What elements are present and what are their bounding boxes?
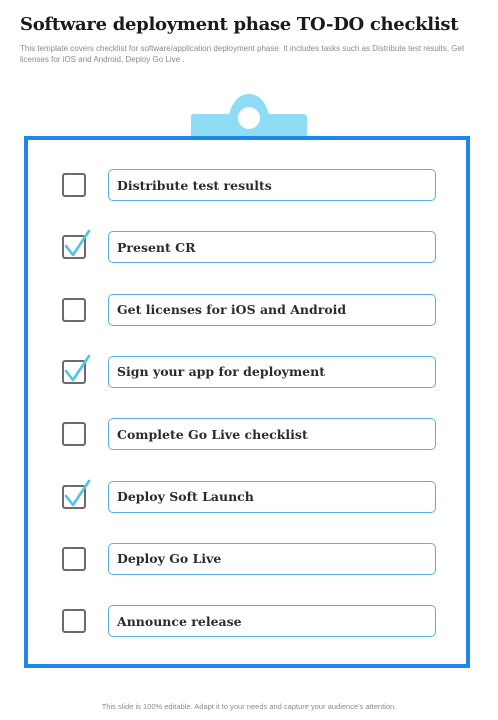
checklist-item — [28, 605, 466, 637]
footer-note: This slide is 100% editable. Adapt it to your needs and capture your audience's attention. — [101, 702, 397, 711]
checklist-item-label: Deploy Soft Launch — [108, 481, 436, 513]
checklist-item-label: Distribute test results — [108, 169, 436, 201]
checklist-item — [28, 356, 466, 388]
checklist-checkbox[interactable] — [62, 173, 86, 197]
checklist-checkbox[interactable] — [62, 298, 86, 322]
checklist-checkbox[interactable] — [62, 485, 86, 509]
checklist-item-label: Announce release — [108, 605, 436, 637]
checklist-checkbox[interactable] — [62, 422, 86, 446]
checklist-item — [28, 543, 466, 575]
checkmark-icon — [61, 229, 91, 259]
checklist-checkbox[interactable] — [62, 360, 86, 384]
checklist-item-label: Deploy Go Live — [108, 543, 436, 575]
page-subtitle: This template covers checklist for software/application deployment phase. It includes tasks such as Distribute test results, Get licenses for iOS and Android, Deploy Go Live . — [20, 44, 465, 64]
page-title: Software deployment phase TO-DO checklist — [20, 14, 459, 35]
clipboard-board — [24, 136, 470, 668]
checklist-item — [28, 481, 466, 513]
checklist-checkbox[interactable] — [62, 235, 86, 259]
checklist-checkbox[interactable] — [62, 547, 86, 571]
checklist-item-label: Get licenses for iOS and Android — [108, 294, 436, 326]
checklist-item-label: Complete Go Live checklist — [108, 418, 436, 450]
checklist-checkbox[interactable] — [62, 609, 86, 633]
checklist-item — [28, 418, 466, 450]
checklist-item — [28, 294, 466, 326]
checkmark-icon — [61, 479, 91, 509]
checklist-item-label: Present CR — [108, 231, 436, 263]
checklist-item-label: Sign your app for deployment — [108, 356, 436, 388]
checklist-item — [28, 231, 466, 263]
checklist-item — [28, 169, 466, 201]
checkmark-icon — [61, 354, 91, 384]
